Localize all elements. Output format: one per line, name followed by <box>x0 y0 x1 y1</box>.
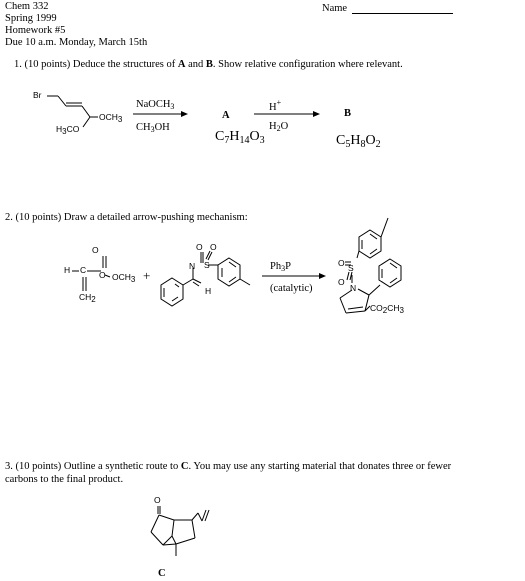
q2-och3-sub: 3 <box>130 275 136 284</box>
q3-label-c: C <box>158 568 166 579</box>
q1-reagent-ch3oh-ch: CH <box>136 122 151 133</box>
q2-sulfonyl-o1: O <box>196 242 203 252</box>
q1-label-a: A <box>222 110 230 121</box>
question-2-number: 2. <box>5 212 13 223</box>
question-1-bold-b: B <box>205 59 213 70</box>
q2-sulfonyl-o2: O <box>210 242 217 252</box>
q2-ch3-text: CH <box>387 303 400 313</box>
q2-product-so-o2: O <box>338 277 345 287</box>
question-1-and: and <box>188 59 204 70</box>
q2-acrylate-h: H <box>64 265 71 275</box>
q1-reagent-h: H <box>269 102 277 113</box>
question-3-text: Outline a synthetic route to <box>63 461 179 472</box>
q3-ketone-o: O <box>154 495 161 505</box>
formula-b-o-n: 2 <box>375 139 381 150</box>
formula-a-o-n: 3 <box>259 135 265 146</box>
q1-reagent-h2o-sub: 2 <box>276 124 281 133</box>
q2-och3-text: OCH <box>112 272 131 282</box>
q2-product-so-o1: O <box>338 258 345 268</box>
formula-a-o: O <box>249 129 260 144</box>
question-3-points: (10 points) <box>15 461 62 472</box>
q1-reagent-h2o-h: H <box>269 121 277 132</box>
q2-plus-sign: + <box>143 268 151 283</box>
q1-br-atom: Br <box>33 90 42 100</box>
q1-reagent-plus: + <box>276 98 282 107</box>
question-3-bold-c: C <box>180 461 189 472</box>
question-2-text: Draw a detailed arrow-pushing mechanism: <box>63 212 248 223</box>
question-1-points: (10 points) <box>24 59 71 70</box>
q1-label-b: B <box>344 108 352 119</box>
q2-co2-text: CO <box>370 303 383 313</box>
formula-a-c: C <box>215 129 225 144</box>
q2-co2-sub: 2 <box>382 306 388 315</box>
q1-reagent-naoch3-text: NaOCH <box>136 99 171 110</box>
q2-reagent-ph-sub: 3 <box>281 264 286 273</box>
q2-acrylate-carbonyl-o: O <box>92 245 99 255</box>
formula-b-c: C <box>336 133 346 148</box>
q1-h3co-h: H <box>56 124 63 134</box>
q2-sulfonyl-s: S <box>204 260 210 270</box>
q1-och3-sub: 3 <box>117 115 123 124</box>
q1-reagent-h2o-o: O <box>280 121 289 132</box>
question-1-bold-a: A <box>177 59 186 70</box>
q1-h3co-end: CO <box>66 124 80 134</box>
q2-product-n: N <box>350 283 357 293</box>
q2-imine-h: H <box>205 286 212 296</box>
question-1-text-end: . Show relative configuration where relevant. <box>212 59 403 70</box>
q1-reagent-ch3oh-sub: 3 <box>150 125 155 134</box>
formula-b-h-n: 8 <box>360 139 366 150</box>
question-3-text-end: . You may use any starting material that donates three or fewer <box>188 461 452 472</box>
q2-acrylate-c: C <box>80 265 87 275</box>
q2-reagent-catalytic: (catalytic) <box>270 283 313 294</box>
formula-a-h: H <box>229 129 240 144</box>
q2-ch2-text: CH <box>79 292 92 302</box>
question-3-line-2: carbons to the final product. <box>5 474 124 485</box>
formula-b-o: O <box>365 133 376 148</box>
question-1-text: Deduce the structures of <box>72 59 176 70</box>
question-2-points: (10 points) <box>15 212 62 223</box>
question-1-number: 1. <box>14 59 22 70</box>
formula-b-c-n: 5 <box>345 139 351 150</box>
q2-imine-n: N <box>189 261 196 271</box>
formula-b-h: H <box>350 133 361 148</box>
q2-reagent-ph: Ph <box>270 261 282 272</box>
assignment-line: Homework #5 <box>5 25 66 36</box>
question-3-number: 3. <box>5 461 13 472</box>
q1-och3-text: OCH <box>99 112 118 122</box>
q2-reagent-p: P <box>285 261 291 272</box>
due-line: Due 10 a.m. Monday, March 15th <box>5 37 148 48</box>
q1-h3co-sub: 3 <box>62 127 67 136</box>
q2-acrylate-ester-o: O <box>99 270 106 280</box>
q2-ch2-sub: 2 <box>91 295 96 304</box>
formula-a-c-n: 7 <box>224 135 230 146</box>
name-label: Name <box>322 3 348 14</box>
q1-reagent-ch3oh-oh: OH <box>154 122 170 133</box>
formula-a-h-n: 14 <box>239 135 250 146</box>
q2-ch3-sub: 3 <box>399 306 404 315</box>
term-line: Spring 1999 <box>5 13 57 24</box>
q1-reagent-naoch3-sub: 3 <box>170 102 175 111</box>
q2-product-s: S <box>348 263 354 273</box>
course-title: Chem 332 <box>5 1 49 12</box>
